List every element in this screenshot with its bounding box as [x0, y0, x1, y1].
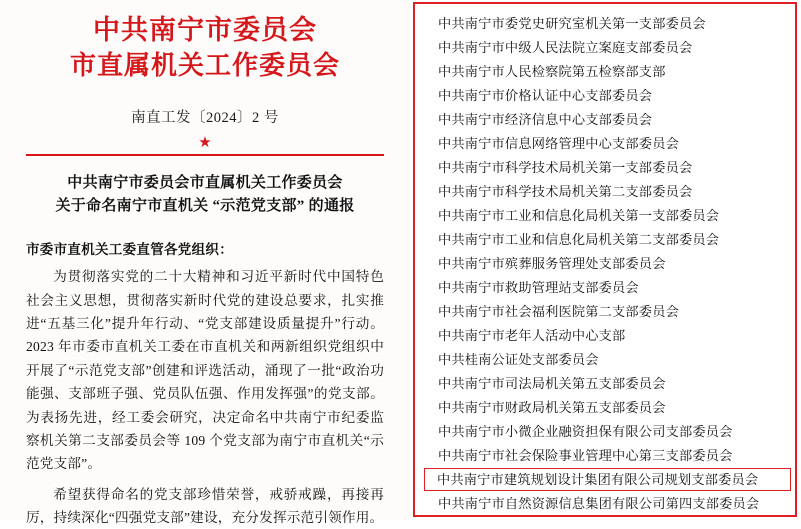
branch-list-item: 中共南宁市社会保险事业管理中心第三支部委员会 [438, 448, 733, 464]
branch-list-item: 中共南宁市信息网络管理中心支部委员会 [438, 136, 679, 152]
branch-list-item: 中共南宁市工业和信息化局机关第一支部委员会 [438, 208, 720, 224]
document-paragraph-2: 希望获得命名的党支部珍惜荣誉，戒骄戒躁，再接再厉，持续深化“四强党支部”建设，充分发挥示范引领作用。 [26, 486, 384, 526]
branch-list-item: 中共南宁市小微企业融资担保有限公司支部委员会 [438, 424, 733, 440]
branch-list-item: 中共南宁市科学技术局机关第二支部委员会 [438, 184, 693, 200]
branch-list-item: 中共南宁市工业和信息化局机关第二支部委员会 [438, 232, 720, 248]
document-subject-line1: 中共南宁市委员会市直属机关工作委员会 [67, 174, 343, 191]
branch-list-item: 中共南宁市科学技术局机关第一支部委员会 [438, 160, 693, 176]
document-number: 南直工发〔2024〕2 号 [131, 110, 279, 127]
branch-list-item: 中共桂南公证处支部委员会 [438, 352, 599, 368]
branch-list-item: 中共南宁市委党史研究室机关第一支部委员会 [438, 16, 706, 32]
document-salutation: 市委市直机关工委直管各党组织： [26, 242, 233, 258]
document-title-line1: 中共南宁市委员会 [93, 15, 317, 45]
branch-list-item: 中共南宁市中级人民法院立案庭支部委员会 [438, 40, 693, 56]
document-subject [26, 172, 384, 219]
branch-list-item: 中共南宁市司法局机关第五支部委员会 [438, 376, 666, 392]
red-star-icon: ★ [198, 135, 212, 152]
branch-list-item: 中共南宁市殡葬服务管理处支部委员会 [438, 256, 666, 272]
branch-list-item: 中共南宁市人民检察院第五检察部支部 [438, 64, 666, 80]
branch-list-item: 中共南宁市价格认证中心支部委员会 [438, 88, 653, 104]
branch-list-panel [410, 0, 801, 520]
branch-list-item: 中共南宁市救助管理站支部委员会 [438, 280, 639, 296]
branch-list [424, 12, 791, 516]
document-paragraph-1: 为贯彻落实党的二十大精神和习近平新时代中国特色社会主义思想，贯彻落实新时代党的建设总要求，扎实推进“五基三化”提升年行动、“党支部建设质量提升”行动。2023 年市委市直机关工委在市直机关和两新组织党组织中开展了“示范党支部”创建和评选活动，涌现了一批“政治功能强、支部班子强、党员队伍强、作用发挥强”的党支部。为表扬先进，经工委会研究，决定命名中共南宁市纪委监察机关第二支部委员会等 109 个党支部为南宁市直机关“示范党支部”。 [26, 269, 384, 472]
document-title [26, 14, 384, 82]
branch-list-item: 中共南宁市财政局机关第五支部委员会 [438, 400, 666, 416]
branch-list-item: 中共南宁市社会福利医院第二支部委员会 [438, 304, 679, 320]
red-divider [26, 154, 384, 156]
branch-list-item: 中共南宁市老年人活动中心支部 [438, 328, 626, 344]
branch-list-item-highlighted: 中共南宁市建筑规划设计集团有限公司规划支部委员会 [424, 468, 791, 491]
document-subject-line2: 关于命名南宁市直机关 “示范党支部” 的通报 [55, 198, 355, 215]
branch-list-item: 中共南宁市自然资源信息集团有限公司第四支部委员会 [438, 495, 760, 511]
branch-list-item: 中共南宁市经济信息中心支部委员会 [438, 112, 653, 128]
document-title-line2: 市直属机关工作委员会 [69, 50, 340, 80]
